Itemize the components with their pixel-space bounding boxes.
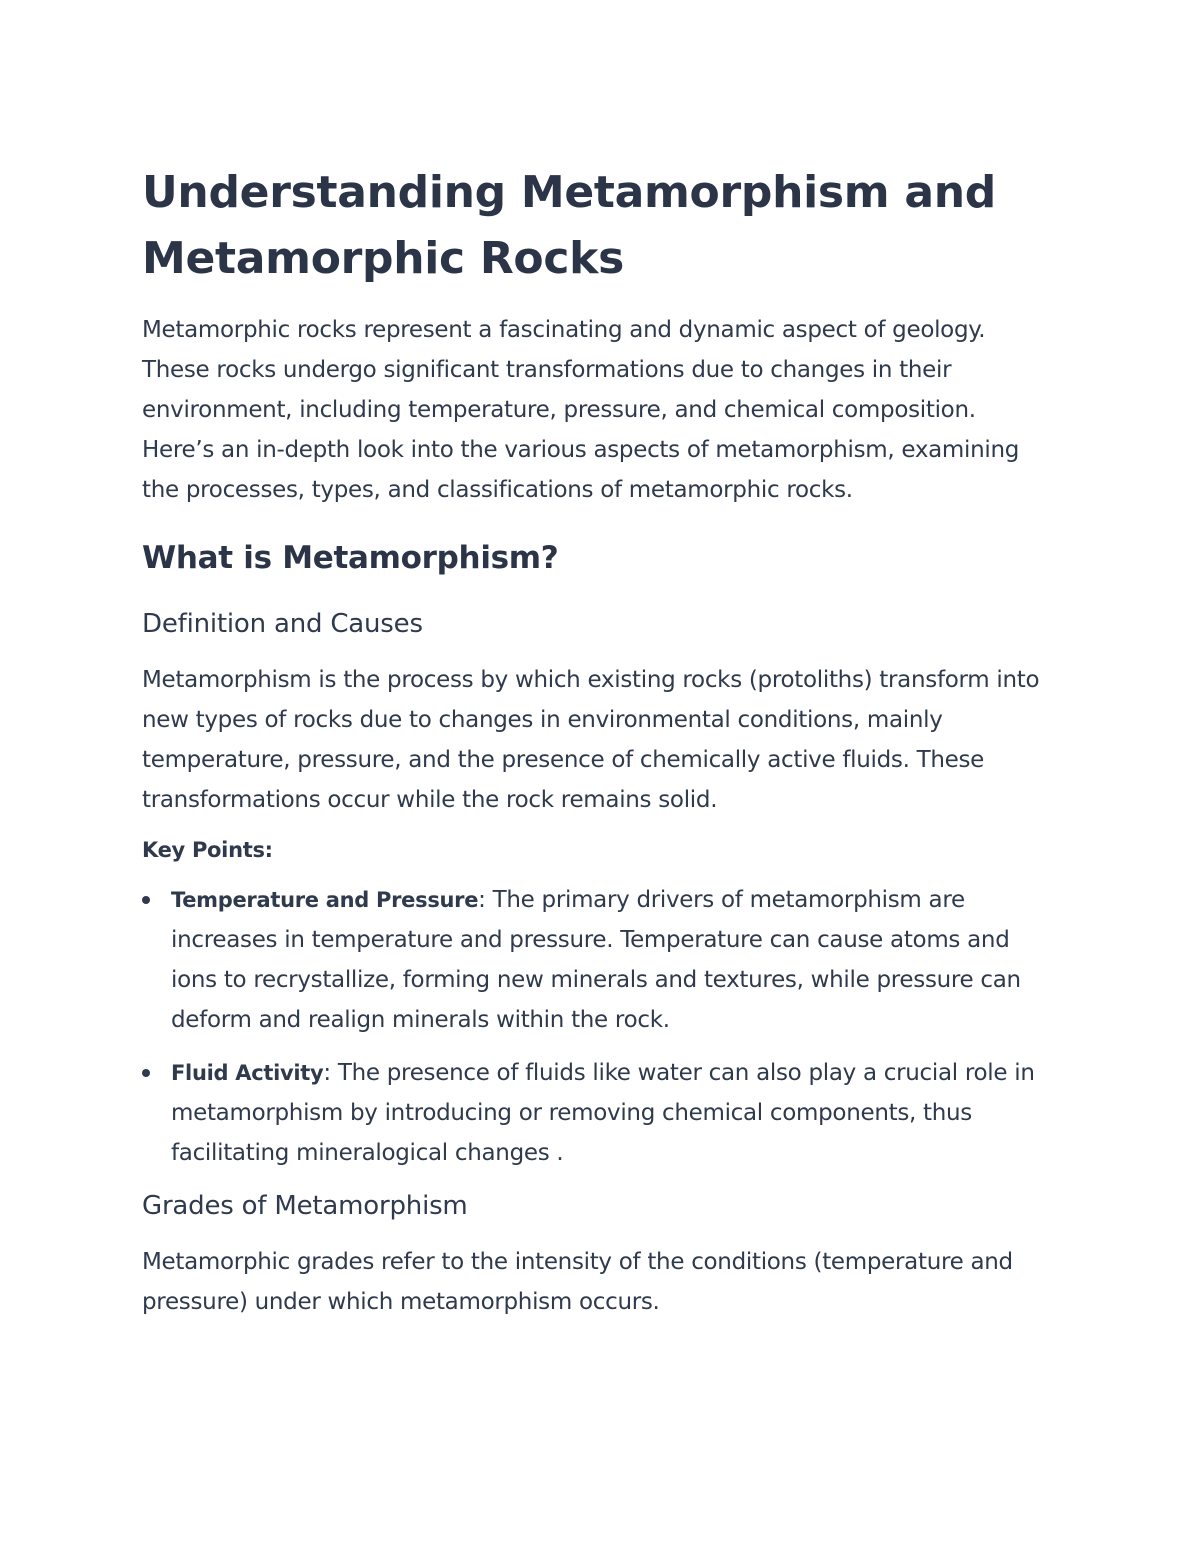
- section-heading-what-is-metamorphism: What is Metamorphism?: [142, 540, 559, 576]
- document-page: [142, 160, 1047, 1322]
- bullet-icon: [142, 1069, 150, 1077]
- intro-paragraph: Metamorphic rocks represent a fascinating and dynamic aspect of geology. These rocks undergo significant transformations due to changes in their environment, including temperature, pressure, and chemical composition. Here’s an in-depth look into the various aspects of metamorphism, examining the processes, types, and classifications of metamorphic rocks.: [142, 317, 1020, 503]
- list-item-text: : The presence of fluids like water can also play a crucial role in metamorphism by introducing or removing chemical components, thus facilitating mineralogical changes .: [171, 1060, 1035, 1166]
- page-title: Understanding Metamorphism and Metamorphic Rocks: [142, 167, 996, 284]
- bullet-icon: [142, 896, 150, 904]
- list-item: [142, 1053, 1047, 1173]
- list-item-term: Temperature and Pressure: [171, 888, 479, 912]
- list-item-term: Fluid Activity: [171, 1061, 324, 1085]
- list-item: [142, 880, 1047, 1040]
- list-item-text: : The primary drivers of metamorphism are increases in temperature and pressure. Temperature can cause atoms and ions to recrystallize, forming new minerals and textures, while pressure can deform and realign minerals within the rock.: [171, 887, 1021, 1033]
- key-points-label: Key Points:: [142, 838, 273, 862]
- subsection-heading-definition-and-causes: Definition and Causes: [142, 609, 423, 639]
- definition-paragraph: Metamorphism is the process by which existing rocks (protoliths) transform into new types of rocks due to changes in environmental conditions, mainly temperature, pressure, and the presence of chemically active fluids. These transformations occur while the rock remains solid.: [142, 667, 1040, 813]
- grades-paragraph: Metamorphic grades refer to the intensity of the conditions (temperature and pressure) under which metamorphism occurs.: [142, 1249, 1013, 1315]
- key-points-list: [142, 880, 1047, 1173]
- subsection-heading-grades-of-metamorphism: Grades of Metamorphism: [142, 1191, 468, 1221]
